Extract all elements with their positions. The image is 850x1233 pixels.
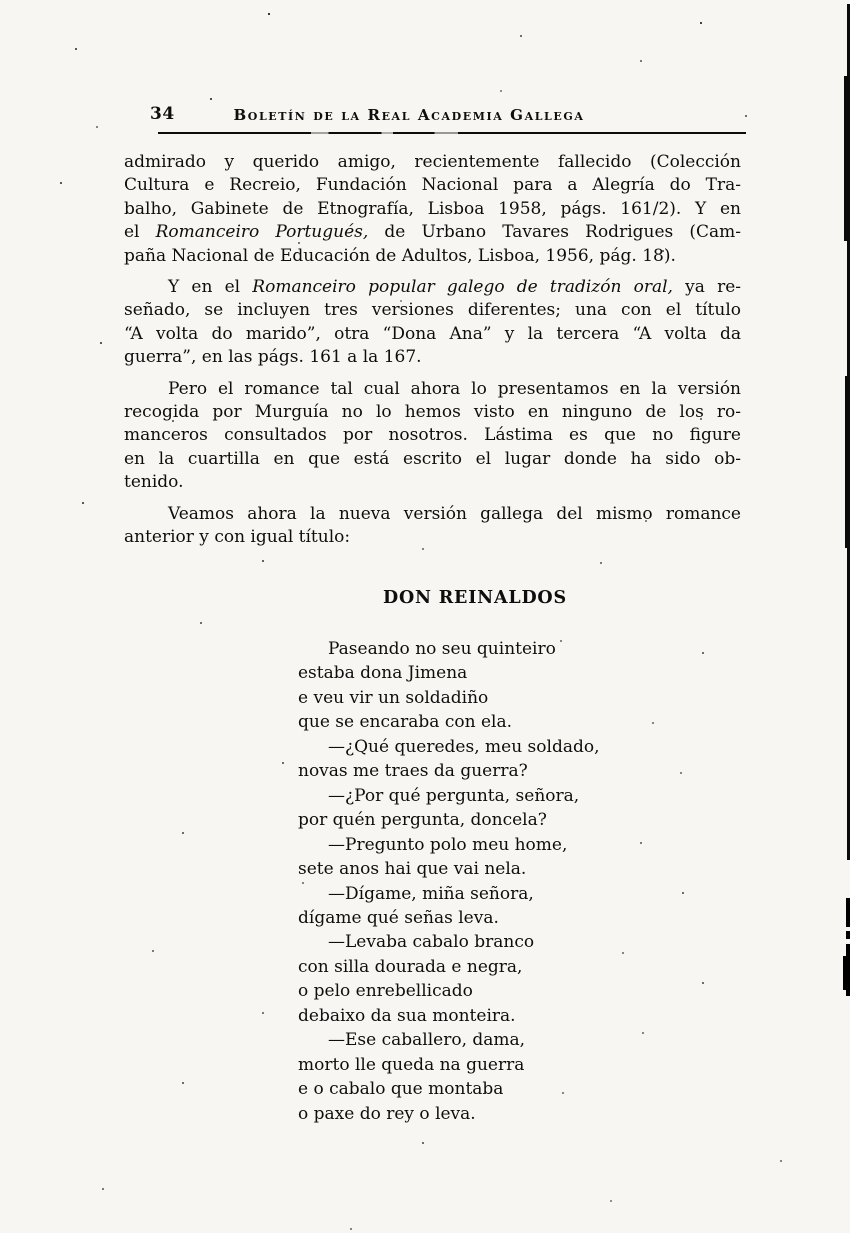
poem-line: sete anos hai que vai nela.: [298, 859, 527, 880]
poem-line: —¿Por qué pergunta, señora,: [328, 785, 580, 806]
text-line: balho, Gabinete de Etnografía, Lisboa 1958, págs. 161/2). Y en: [124, 198, 741, 219]
page-number: 34: [150, 104, 175, 124]
poem-line: e veu vir un soldadiño: [298, 687, 489, 708]
paragraph: [124, 151, 741, 268]
scan-noise-specks: [0, 0, 2, 2]
poem-line: o pelo enrebellicado: [298, 981, 473, 1002]
poem-line: o paxe do rey o leva.: [298, 1103, 476, 1124]
poem-line: con silla dourada e negra,: [298, 956, 523, 977]
paragraph: [124, 276, 741, 370]
poem-line: por quén pergunta, doncela?: [298, 810, 547, 831]
paragraph: [124, 503, 741, 550]
text-line: en la cuartilla en que está escrito el lugar donde ha sido ob-: [124, 448, 741, 469]
poem-line: —Dígame, miña señora,: [328, 883, 534, 904]
text-line: Y en el Romanceiro popular galego de tradizón oral, ya re-: [168, 277, 741, 298]
scan-edge-dashes: [846, 898, 850, 1002]
text-line: manceros consultados por nosotros. Lástima es que no figure: [124, 425, 741, 446]
poem-lines: [298, 637, 600, 1126]
paragraph: [124, 378, 741, 495]
poem-title: DON REINALDOS: [383, 588, 567, 608]
poem-line: Paseando no seu quinteiro: [328, 639, 556, 659]
text-line: paña Nacional de Educación de Adultos, Lisboa, 1956, pág. 18).: [124, 245, 676, 266]
poem-line: —Levaba cabalo branco: [328, 932, 535, 953]
poem-line: morto lle queda na guerra: [298, 1054, 525, 1075]
journal-title: Boletín de la Real Academia Gallega: [233, 106, 585, 124]
text-line: “A volta do marido”, otra “Dona Ana” y la tercera “A volta da: [124, 323, 741, 344]
text-line: admirado y querido amigo, recientemente fallecido (Colección: [124, 152, 741, 172]
poem-line: novas me traes da guerra?: [298, 761, 528, 782]
text-line: Pero el romance tal cual ahora lo presentamos en la versión: [168, 378, 741, 399]
text-line: recogida por Murguía no lo hemos visto en ninguno de los ro-: [124, 402, 741, 423]
header-rule: [158, 132, 746, 134]
poem-line: que se encaraba con ela.: [298, 712, 512, 733]
text-line: señado, se incluyen tres versiones diferentes; una con el título: [124, 300, 741, 321]
poem-line: —¿Qué queredes, meu soldado,: [328, 736, 600, 757]
text-line: Cultura e Recreio, Fundación Nacional para a Alegría do Tra-: [124, 175, 741, 196]
text-line: guerra”, en las págs. 161 a la 167.: [124, 347, 422, 368]
poem-line: e o cabalo que montaba: [298, 1079, 504, 1100]
poem-line: debaixo da sua monteira.: [298, 1005, 516, 1026]
body-text: [124, 151, 741, 558]
text-line: tenido.: [124, 472, 184, 493]
poem-line: —Ese caballero, dama,: [328, 1030, 526, 1051]
text-line: anterior y con igual título:: [124, 527, 351, 548]
text-line: Veamos ahora la nueva versión gallega del mismo romance: [168, 503, 741, 524]
poem-line: —Pregunto polo meu home,: [328, 834, 568, 855]
poem-line: estaba dona Jimena: [298, 663, 468, 684]
text-line: el Romanceiro Portugués, de Urbano Tavares Rodrigues (Cam-: [124, 222, 741, 243]
poem-line: dígame qué señas leva.: [298, 907, 499, 928]
